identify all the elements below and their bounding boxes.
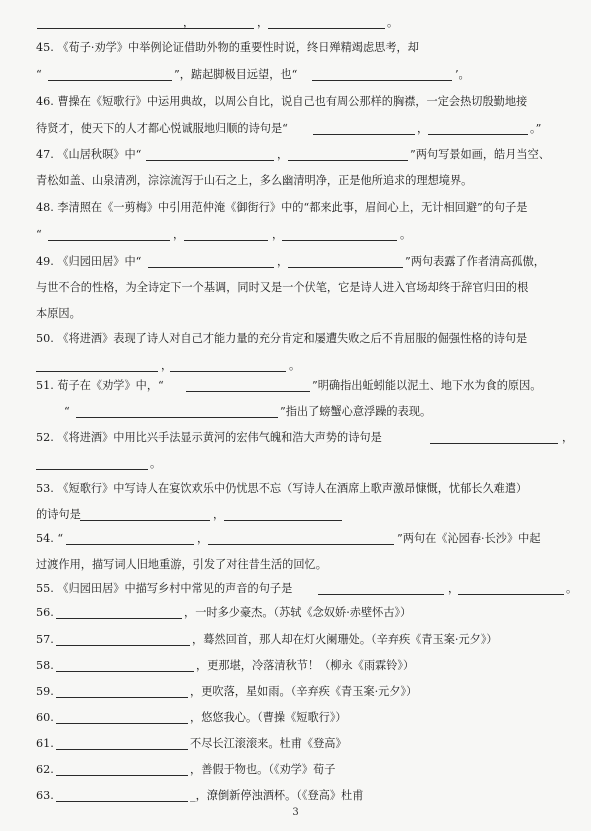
question-text: ’。	[455, 68, 470, 81]
answer-blank[interactable]	[430, 443, 558, 444]
question-text: ，	[448, 582, 460, 595]
question-text: ”，踮起脚极目远望，也“	[174, 68, 298, 81]
question-text: ，更那堪，冷落清秋节！（柳永《雨霖铃》）	[196, 659, 415, 672]
question-text: 。	[387, 16, 399, 29]
question-text: ，	[183, 16, 195, 29]
answer-blank[interactable]	[66, 544, 194, 545]
question-text: 46. 曹操在《短歌行》中运用典故，以周公自比，说自己也有周公那样的胸襟，一定会热切殷勤地接	[36, 95, 528, 108]
question-text: 45. 《荀子·劝学》中举例论证借助外物的重要性时说，终日殚精竭虑思考，却	[36, 41, 419, 54]
question-text: “	[36, 228, 42, 241]
question-text: ，善假于物也。（《劝学》荀子	[190, 763, 336, 776]
question-text: ”两句表露了作者清高孤傲，	[405, 255, 545, 268]
question-text: ，悠悠我心。（曹操《短歌行》）	[190, 711, 347, 724]
answer-blank[interactable]	[428, 134, 528, 135]
answer-blank[interactable]	[76, 417, 278, 418]
answer-blank[interactable]	[48, 80, 172, 81]
answer-blank[interactable]	[56, 618, 182, 619]
answer-blank[interactable]	[146, 160, 274, 161]
question-text: 62.	[36, 763, 54, 776]
answer-blank[interactable]	[458, 594, 564, 595]
question-text: ，	[562, 431, 574, 444]
answer-blank[interactable]	[312, 80, 452, 81]
question-text: 52. 《将进酒》中用比兴手法显示黄河的宏伟气魄和浩大声势的诗句是	[36, 431, 382, 444]
question-text: ，	[257, 16, 269, 29]
answer-blank[interactable]	[36, 371, 158, 372]
question-text: 48. 李清照在《一剪梅》中引用范仲淹《御街行》中的“都来此事，眉间心上，无计相回避”的句子是	[36, 201, 528, 214]
answer-blank[interactable]	[80, 520, 210, 521]
answer-blank[interactable]	[56, 723, 188, 724]
answer-blank[interactable]	[56, 697, 188, 698]
question-text: 过渡作用，描写词人旧地重游，引发了对往昔生活的回忆。	[36, 558, 327, 571]
answer-blank[interactable]	[148, 267, 274, 268]
question-text: ”明确指出蚯蚓能以泥土、地下水为食的原因。	[312, 379, 542, 392]
answer-blank[interactable]	[313, 134, 415, 135]
answer-blank[interactable]	[224, 520, 342, 521]
question-text: 青松如盖、山泉清冽，淙淙流泻于山石之上，多么幽清明净，正是他所追求的理想境界。	[36, 174, 473, 187]
question-text: “	[64, 405, 70, 418]
question-text: ，	[272, 228, 284, 241]
question-text: 待贤才，使天下的人才都心悦诚服地归顺的诗句是“	[36, 122, 288, 135]
question-text: ，	[277, 255, 289, 268]
question-text: “	[36, 68, 42, 81]
question-text: 56.	[36, 606, 54, 619]
answer-blank[interactable]	[288, 160, 408, 161]
question-text: 55. 《归园田居》中描写乡村中常见的声音的句子是	[36, 582, 293, 595]
answer-blank[interactable]	[48, 240, 170, 241]
question-text: _，潦倒新停浊酒杯。（《登高》杜甫	[190, 789, 364, 802]
question-text: 60.	[36, 711, 54, 724]
question-text: ，	[417, 122, 429, 135]
question-text: 50. 《将进酒》表现了诗人对自己才能力量的充分肯定和屡遭失败之后不肯屈服的倔强性格的诗句是	[36, 332, 528, 345]
answer-blank[interactable]	[36, 469, 148, 470]
question-text: ，更吹落，星如雨。（辛弃疾《青玉案·元夕》）	[190, 685, 418, 698]
question-text: 53. 《短歌行》中写诗人在宴饮欢乐中仍忧思不忘（写诗人在酒席上歌声激昂慷慨，忧郁长久难遣）	[36, 482, 528, 495]
answer-blank[interactable]	[37, 28, 179, 29]
question-text: 。	[289, 359, 301, 372]
question-text: ，蓦然回首，那人却在灯火阑珊处。（辛弃疾《青玉案·元夕》）	[192, 633, 498, 646]
question-text: ，	[161, 359, 173, 372]
answer-blank[interactable]	[56, 671, 194, 672]
question-text: 49. 《归园田居》中“	[36, 255, 142, 268]
question-text: 的诗句是	[36, 508, 81, 521]
question-text: 54. “	[36, 532, 64, 545]
question-text: ，一时多少豪杰。（苏轼《念奴娇·赤壁怀古》）	[184, 606, 412, 619]
question-text: 59.	[36, 685, 54, 698]
question-text: 不尽长江滚滚来。杜甫《登高》	[190, 737, 347, 750]
answer-blank[interactable]	[184, 240, 268, 241]
answer-blank[interactable]	[186, 391, 310, 392]
question-text: ，	[213, 508, 225, 521]
question-text: 。	[400, 228, 412, 241]
question-text: ，	[173, 228, 185, 241]
question-text: 58.	[36, 659, 54, 672]
answer-blank[interactable]	[170, 371, 286, 372]
question-text: 。	[150, 457, 162, 470]
answer-blank[interactable]	[56, 749, 188, 750]
question-text: 。”	[530, 122, 542, 135]
question-text: 。	[566, 582, 578, 595]
question-text: 63.	[36, 789, 54, 802]
question-text: 与世不合的性格，为全诗定下一个基调，同时又是一个伏笔，它是诗人进入官场却终于辞官归田的根	[36, 281, 529, 294]
answer-blank[interactable]	[56, 645, 190, 646]
answer-blank[interactable]	[288, 267, 403, 268]
answer-blank[interactable]	[268, 28, 385, 29]
question-text: ”指出了螃蟹心意浮躁的表现。	[280, 405, 432, 418]
answer-blank[interactable]	[56, 801, 188, 802]
question-text: ，	[197, 532, 209, 545]
question-text: ”两句在《沁园春·长沙》中起	[397, 532, 541, 545]
answer-blank[interactable]	[208, 544, 394, 545]
answer-blank[interactable]	[56, 775, 188, 776]
answer-blank[interactable]	[318, 594, 444, 595]
page-number: 3	[292, 807, 299, 818]
question-text: ”两句写景如画，皓月当空、	[410, 148, 550, 161]
question-text: 47. 《山居秋暝》中“	[36, 148, 142, 161]
question-text: 本原因。	[36, 307, 81, 320]
question-text: 57.	[36, 633, 54, 646]
question-text: ，	[277, 148, 289, 161]
question-text: 61.	[36, 737, 54, 750]
answer-blank[interactable]	[282, 240, 397, 241]
question-text: 51. 荀子在《劝学》中，“	[36, 379, 164, 392]
